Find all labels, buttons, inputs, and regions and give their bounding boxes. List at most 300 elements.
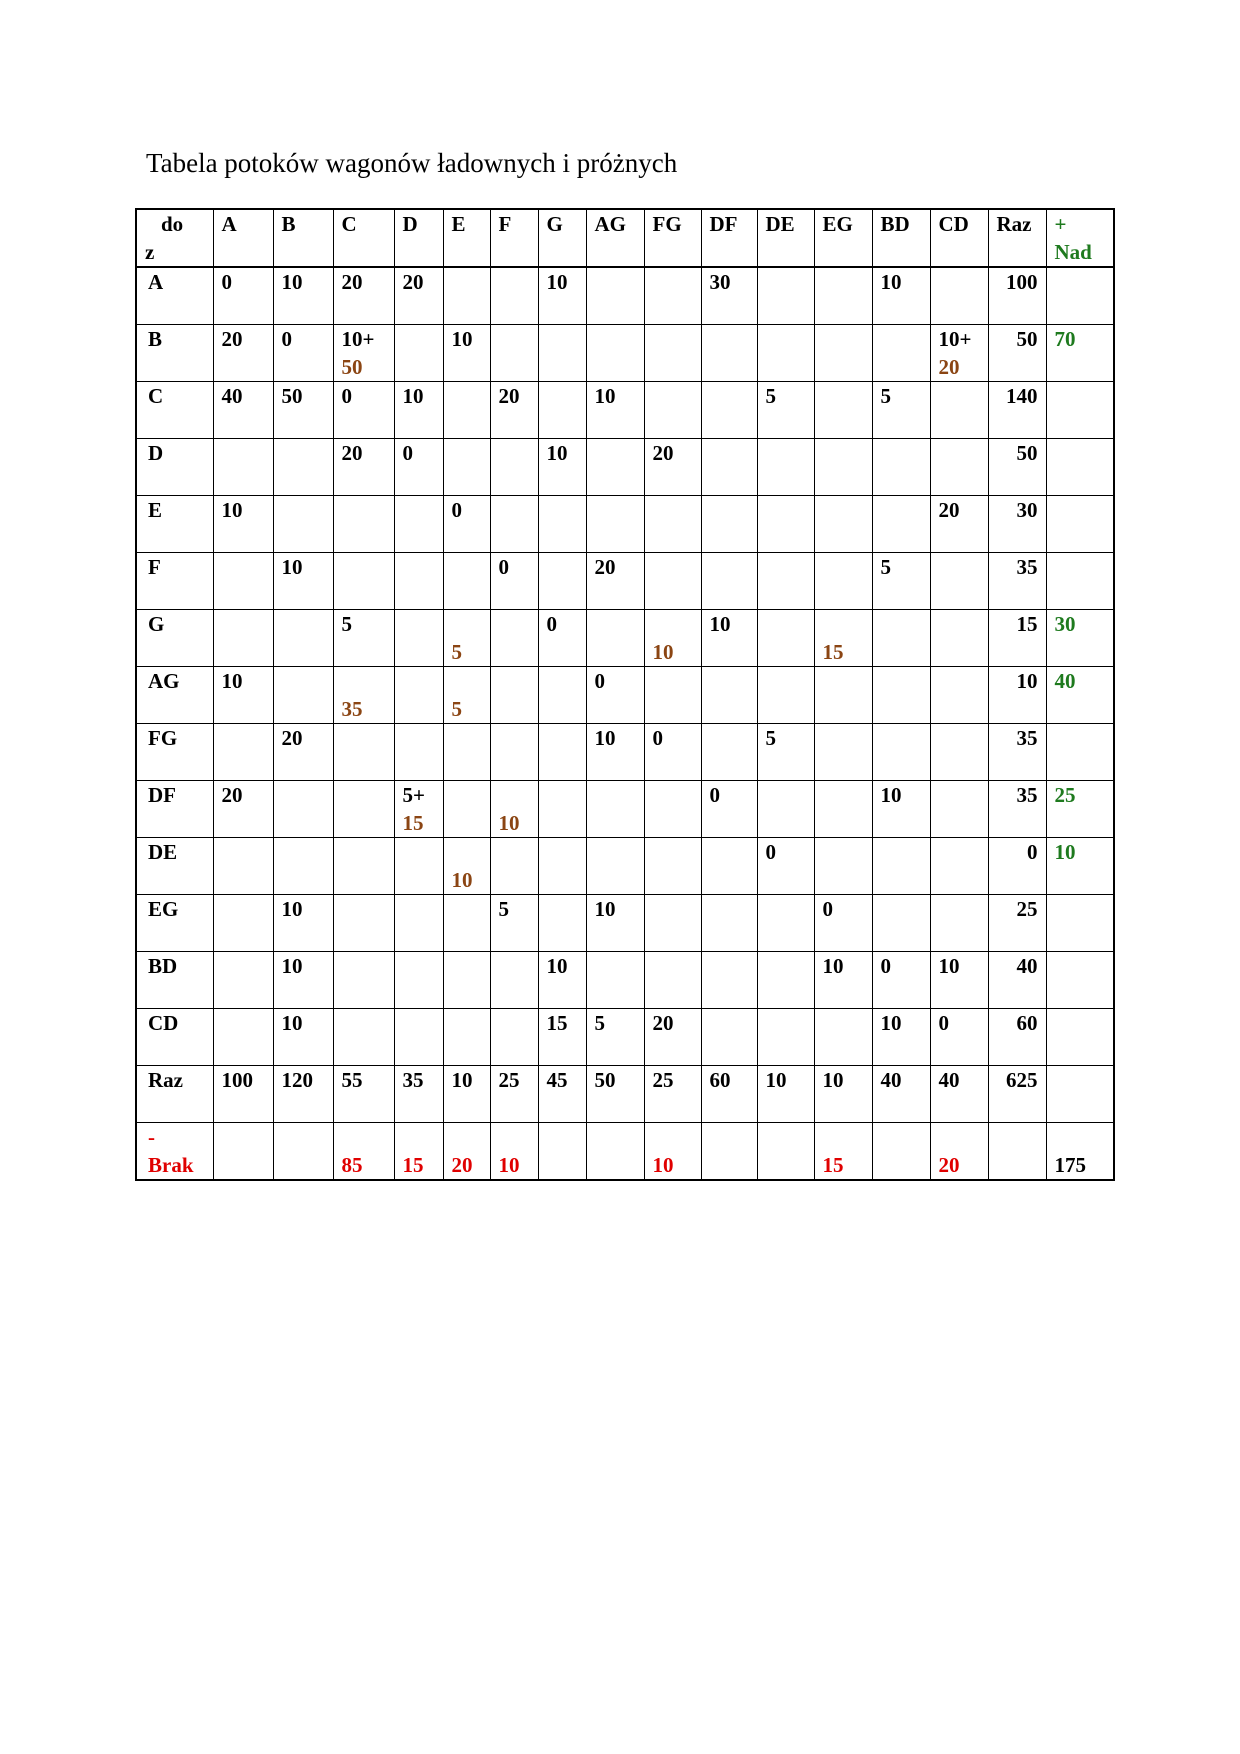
empty-flow-value [939,467,980,495]
flow-cell-C-E [443,382,490,439]
loaded-flow-value [710,325,749,353]
empty-flow-value [881,866,922,894]
empty-flow-value [452,524,482,552]
empty-flow-value [342,1037,386,1065]
empty-flow-value [452,1037,482,1065]
empty-flow-value [939,296,980,324]
flow-cell-EG-EG [814,895,872,952]
loaded-flow-value [452,838,482,866]
loaded-flow-value [222,439,265,467]
flow-cell-EG-B [273,895,333,952]
loaded-flow-value [342,781,386,809]
empty-flow-value [282,638,325,666]
empty-flow-value [499,980,530,1008]
flow-cell-D-D [394,439,443,496]
loaded-flow-value [823,667,864,695]
empty-flow-value [881,410,922,438]
loaded-flow-value [823,382,864,410]
flow-cell-BD-B [273,952,333,1009]
loaded-flow-value [499,781,530,809]
loaded-flow-value [547,781,578,809]
flow-cell-EG-E [443,895,490,952]
loaded-flow-value [403,610,435,638]
loaded-flow-value [342,724,386,752]
flow-cell-F-BD [872,553,930,610]
flow-cell-DF-B [273,781,333,838]
empty-flow-value [710,353,749,381]
col-header-B: B [273,209,333,267]
flow-cell-D-F [490,439,538,496]
surplus-value [1055,952,1106,980]
empty-flow-value [499,752,530,780]
flow-cell-EG-AG [586,895,644,952]
loaded-flow-value: 10 [221,498,243,522]
flow-cell-BD-DE [757,952,814,1009]
loaded-flow-value [766,325,806,353]
surplus-cell-G [1046,610,1114,667]
empty-flow-value [547,866,578,894]
flow-cell-F-E [443,553,490,610]
loaded-flow-value [766,895,806,923]
empty-flow-value [997,467,1038,495]
empty-flow-value [547,923,578,951]
flow-cell-E-FG [644,496,701,553]
empty-flow-value [499,1094,530,1122]
loaded-flow-value [547,496,578,524]
flow-cell-G-B [273,610,333,667]
empty-flow-value [823,581,864,609]
loaded-flow-value: 40 [938,1068,960,1092]
empty-flow-value [342,524,386,552]
deficit-cell-B [273,1123,333,1181]
empty-flow-value [939,752,980,780]
loaded-flow-value [823,781,864,809]
deficit-value [547,1151,578,1179]
flow-cell-DF-A [213,781,273,838]
flow-cell-C-FG [644,382,701,439]
row-header-DF: DF [136,781,213,838]
empty-flow-value [222,980,265,1008]
flow-cell-C-A [213,382,273,439]
loaded-flow-value: 100 [221,1068,253,1092]
empty-flow-value [403,1037,435,1065]
loaded-flow-value [823,325,864,353]
flow-cell-C-Raz [988,382,1046,439]
empty-flow-value [939,1094,980,1122]
loaded-flow-value [452,724,482,752]
loaded-flow-value: 10 [221,669,243,693]
flow-cell-D-DE [757,439,814,496]
flow-cell-F-C [333,553,394,610]
flow-cell-EG-F [490,895,538,952]
loaded-flow-value [342,952,386,980]
flow-cell-B-Raz [988,325,1046,382]
loaded-flow-value [547,895,578,923]
empty-flow-value [282,1094,325,1122]
col-header-surplus [1046,209,1114,267]
loaded-flow-value: 50 [1016,441,1038,465]
deficit-cell-BD [872,1123,930,1181]
loaded-flow-value: 40 [880,1068,902,1092]
empty-flow-value [222,866,265,894]
loaded-flow-value: 10 [281,897,303,921]
empty-flow-value [499,410,530,438]
flow-cell-C-BD [872,382,930,439]
flow-cell-DE-F [490,838,538,895]
empty-flow-value [499,923,530,951]
loaded-flow-value [939,439,980,467]
flow-cell-Raz-EG [814,1066,872,1123]
empty-flow-value [823,467,864,495]
col-header-DE: DE [757,209,814,267]
table-row [136,610,1114,667]
loaded-flow-value [766,496,806,524]
loaded-flow-value: 15 [546,1011,568,1035]
loaded-flow-value [881,667,922,695]
flow-cell-B-DF [701,325,757,382]
flow-cell-B-DE [757,325,814,382]
loaded-flow-value [595,439,636,467]
loaded-flow-value: 25 [498,1068,520,1092]
loaded-flow-value [403,838,435,866]
empty-flow-value [342,638,386,666]
surplus-value [1055,553,1106,581]
row-header-B: B [136,325,213,382]
empty-flow-value [595,866,636,894]
flow-cell-G-CD [930,610,988,667]
loaded-flow-value: 5 [880,384,891,408]
empty-flow-value [997,638,1038,666]
loaded-flow-value: 5 [341,612,352,636]
flow-cell-F-A [213,553,273,610]
flow-cell-AG-EG [814,667,872,724]
flow-cell-FG-FG [644,724,701,781]
loaded-flow-value: 0 [822,897,833,921]
deficit-value: 20 [938,1153,960,1177]
flow-cell-Raz-F [490,1066,538,1123]
empty-flow-value [653,923,693,951]
loaded-flow-value [939,781,980,809]
flow-cell-D-EG [814,439,872,496]
flow-cell-C-AG [586,382,644,439]
flow-cell-FG-B [273,724,333,781]
empty-flow-value [452,581,482,609]
flow-cell-E-E [443,496,490,553]
empty-flow-value [939,1037,980,1065]
flow-cell-A-BD [872,267,930,325]
empty-flow-value [823,410,864,438]
flow-cell-BD-FG [644,952,701,1009]
loaded-flow-value [282,781,325,809]
flow-cell-C-DE [757,382,814,439]
flow-cell-EG-C [333,895,394,952]
col-header-CD: CD [930,209,988,267]
empty-flow-value [823,809,864,837]
loaded-flow-value [653,838,693,866]
empty-flow-value [282,695,325,723]
table-row [136,325,1114,382]
empty-flow-value [222,410,265,438]
flow-cell-Raz-B [273,1066,333,1123]
empty-flow-value [282,809,325,837]
loaded-flow-value [823,724,864,752]
flow-cell-G-A [213,610,273,667]
flow-cell-A-Raz [988,267,1046,325]
loaded-flow-value [403,553,435,581]
loaded-flow-value [710,553,749,581]
flow-cell-DE-G [538,838,586,895]
row-header-G: G [136,610,213,667]
flow-cell-DF-FG [644,781,701,838]
empty-flow-value [282,581,325,609]
empty-flow-value [403,353,435,381]
empty-flow-value [997,752,1038,780]
loaded-flow-value [766,553,806,581]
surplus-cell-DF [1046,781,1114,838]
flow-cell-E-CD [930,496,988,553]
surplus-value [1055,382,1106,410]
empty-flow-value [547,296,578,324]
empty-flow-value [766,353,806,381]
loaded-flow-value: 30 [709,270,731,294]
empty-flow-value [595,353,636,381]
flow-cell-F-DF [701,553,757,610]
loaded-flow-value [710,952,749,980]
empty-flow-value [282,980,325,1008]
deficit-value: 15 [402,1153,424,1177]
empty-flow-value [766,866,806,894]
empty-flow-value [766,980,806,1008]
empty-flow-value [403,410,435,438]
loaded-flow-value: 10 [594,897,616,921]
loaded-flow-value [881,496,922,524]
flow-cell-Raz-C [333,1066,394,1123]
surplus-value [1055,496,1106,524]
empty-flow-value [403,296,435,324]
flow-cell-G-G [538,610,586,667]
flow-cell-F-D [394,553,443,610]
loaded-flow-value: 5 [498,897,509,921]
loaded-flow-value: 10 [880,1011,902,1035]
flow-cell-CD-DF [701,1009,757,1066]
flow-cell-G-DE [757,610,814,667]
loaded-flow-value [766,781,806,809]
loaded-flow-value [452,382,482,410]
loaded-flow-value [452,952,482,980]
deficit-cell-DF [701,1123,757,1181]
flow-cell-BD-A [213,952,273,1009]
flow-cell-DE-EG [814,838,872,895]
flow-cell-AG-F [490,667,538,724]
loaded-flow-value [595,781,636,809]
surplus-cell-EG [1046,895,1114,952]
empty-flow-value [766,467,806,495]
empty-flow-value [710,524,749,552]
empty-flow-value [766,410,806,438]
loaded-flow-value: 0 [1027,840,1038,864]
loaded-flow-value [823,838,864,866]
flow-cell-BD-CD [930,952,988,1009]
flow-cell-A-A [213,267,273,325]
empty-flow-value [342,467,386,495]
table-row [136,553,1114,610]
flow-cell-C-CD [930,382,988,439]
loaded-flow-value [403,496,435,524]
loaded-flow-value: 20 [938,498,960,522]
corner-to-label: do [161,212,184,236]
flow-cell-Raz-Raz [988,1066,1046,1123]
flow-cell-FG-C [333,724,394,781]
loaded-flow-value: 10+ [341,327,375,351]
loaded-flow-value [653,553,693,581]
empty-flow-value [342,581,386,609]
deficit-label: Brak [148,1153,194,1177]
loaded-flow-value: 5 [765,384,776,408]
loaded-flow-value: 10 [546,270,568,294]
empty-flow-value [710,467,749,495]
loaded-flow-value: 10 [451,327,473,351]
flow-cell-G-Raz [988,610,1046,667]
header-row [136,209,1114,267]
row-header-F: F [136,553,213,610]
loaded-flow-value: 625 [1006,1068,1038,1092]
loaded-flow-value [282,610,325,638]
loaded-flow-value [939,553,980,581]
loaded-flow-value [403,724,435,752]
empty-flow-value [823,353,864,381]
loaded-flow-value [766,610,806,638]
deficit-spacer [499,1123,530,1151]
flow-cell-DE-D [394,838,443,895]
empty-flow-value [547,467,578,495]
loaded-flow-value: 0 [451,498,462,522]
surplus-value [1055,724,1106,752]
empty-flow-value [222,1037,265,1065]
deficit-spacer [595,1123,636,1151]
flow-cell-CD-C [333,1009,394,1066]
loaded-flow-value: 0 [221,270,232,294]
empty-flow-value [282,410,325,438]
col-header-FG: FG [644,209,701,267]
empty-flow-value [939,638,980,666]
flow-cell-Raz-FG [644,1066,701,1123]
loaded-flow-value [595,325,636,353]
flow-cell-AG-B [273,667,333,724]
loaded-flow-value [403,952,435,980]
deficit-value [282,1151,325,1179]
empty-flow-value [653,1094,693,1122]
flow-cell-FG-Raz [988,724,1046,781]
flow-cell-D-A [213,439,273,496]
deficit-cell-F [490,1123,538,1181]
deficit-value [222,1151,265,1179]
empty-flow-value: 10 [652,640,674,664]
surplus-cell-D [1046,439,1114,496]
empty-flow-value: 15 [402,811,424,835]
flow-cell-CD-AG [586,1009,644,1066]
flow-cell-A-FG [644,267,701,325]
loaded-flow-value [547,667,578,695]
empty-flow-value [881,1037,922,1065]
empty-flow-value [595,1094,636,1122]
empty-flow-value [403,524,435,552]
loaded-flow-value: 10 [594,726,616,750]
flow-cell-D-B [273,439,333,496]
empty-flow-value [499,581,530,609]
col-header-D: D [394,209,443,267]
deficit-spacer [710,1123,749,1151]
flow-cell-EG-DF [701,895,757,952]
empty-flow-value [282,1037,325,1065]
surplus-value: 70 [1054,327,1076,351]
loaded-flow-value [766,439,806,467]
empty-flow-value [595,752,636,780]
loaded-flow-value [595,496,636,524]
empty-flow-value [595,980,636,1008]
flow-cell-Raz-AG [586,1066,644,1123]
empty-flow-value [653,866,693,894]
empty-flow-value [222,296,265,324]
empty-flow-value [342,410,386,438]
flow-cell-B-CD [930,325,988,382]
flow-cell-FG-DE [757,724,814,781]
deficit-spacer [222,1123,265,1151]
loaded-flow-value: 10 [546,441,568,465]
empty-flow-value [342,866,386,894]
flow-cell-A-EG [814,267,872,325]
flow-cell-E-Raz [988,496,1046,553]
flow-cell-Raz-E [443,1066,490,1123]
loaded-flow-value [282,439,325,467]
flow-cell-Raz-BD [872,1066,930,1123]
loaded-flow-value [222,724,265,752]
corner-from-label: z [145,240,155,264]
flow-cell-F-DE [757,553,814,610]
flow-cell-G-FG [644,610,701,667]
loaded-flow-value [881,325,922,353]
empty-flow-value [403,923,435,951]
empty-flow-value [222,581,265,609]
loaded-flow-value: 5+ [402,783,425,807]
flow-cell-BD-DF [701,952,757,1009]
deficit-cell-C [333,1123,394,1181]
empty-flow-value [222,695,265,723]
empty-flow-value [653,695,693,723]
surplus-cell-E [1046,496,1114,553]
loaded-flow-value: 25 [652,1068,674,1092]
loaded-flow-value [452,895,482,923]
flow-cell-G-F [490,610,538,667]
loaded-flow-value: 10 [281,954,303,978]
empty-flow-value [547,581,578,609]
flow-cell-CD-A [213,1009,273,1066]
empty-flow-value [997,581,1038,609]
loaded-flow-value: 60 [709,1068,731,1092]
flow-cell-DF-EG [814,781,872,838]
empty-flow-value [997,695,1038,723]
flow-cell-DE-E [443,838,490,895]
loaded-flow-value [547,382,578,410]
empty-flow-value: 10 [451,868,473,892]
empty-flow-value [452,1094,482,1122]
surplus-value: 25 [1054,783,1076,807]
surplus-cell-DE [1046,838,1114,895]
loaded-flow-value [939,610,980,638]
empty-flow-value [342,1094,386,1122]
flow-cell-A-DF [701,267,757,325]
loaded-flow-value: 10 [594,384,616,408]
empty-flow-value [653,809,693,837]
